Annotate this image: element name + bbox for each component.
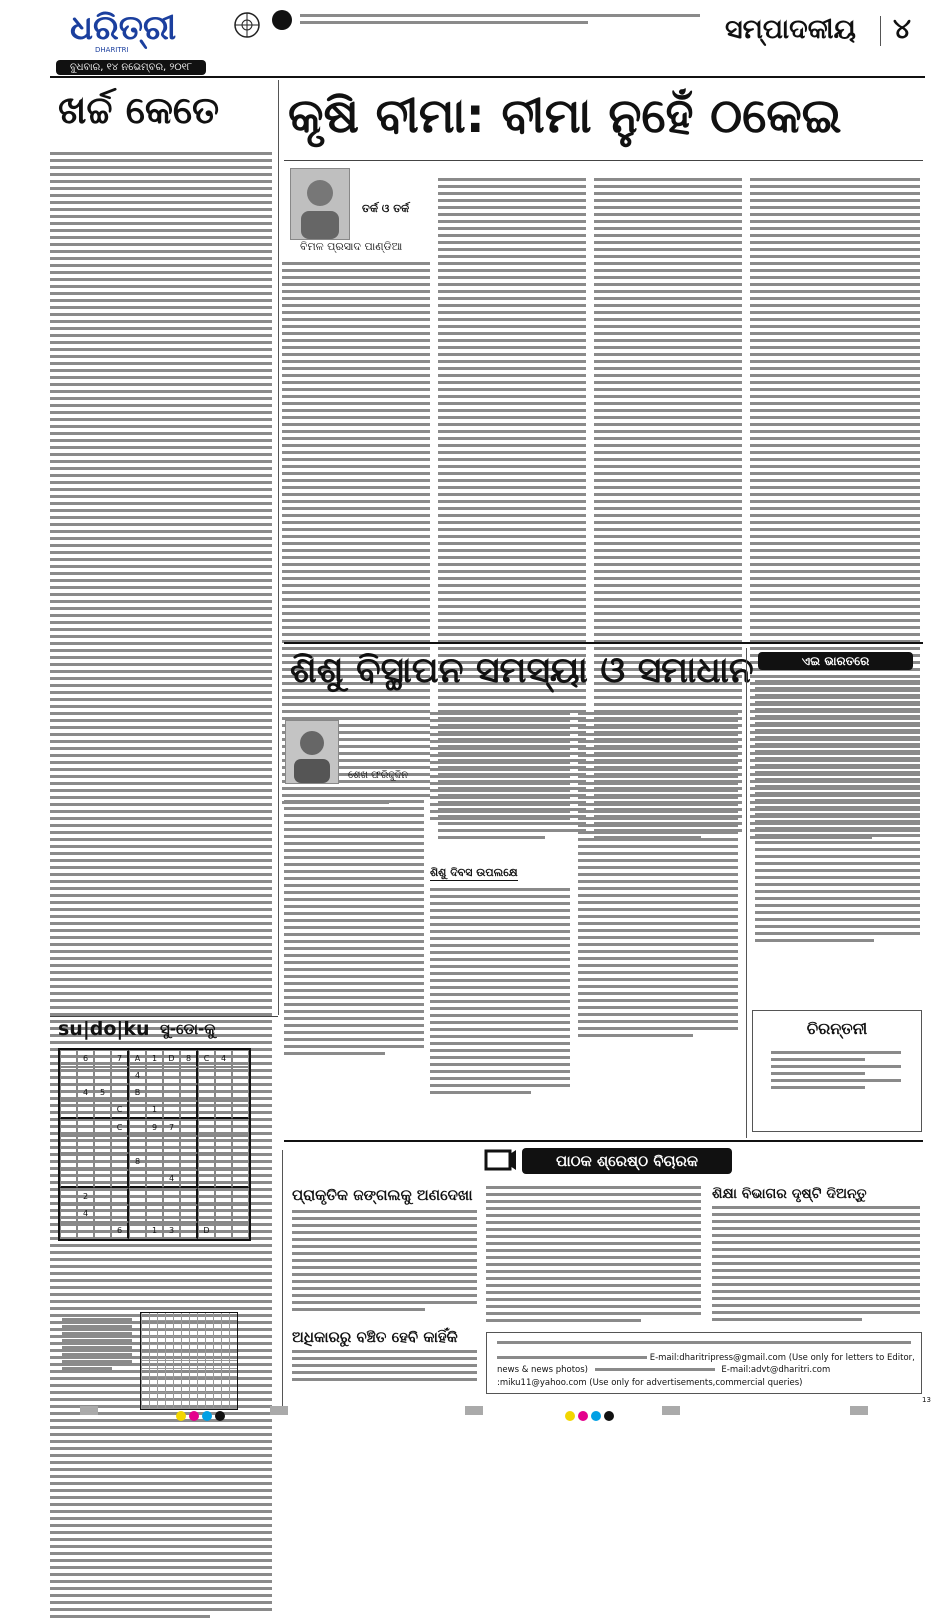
sudoku-cell[interactable] [60, 1050, 77, 1067]
sudoku-cell[interactable] [232, 1188, 249, 1205]
sudoku-cell[interactable] [215, 1222, 232, 1239]
sudoku-cell[interactable] [146, 1188, 163, 1205]
print-color-bar [0, 1404, 945, 1418]
sudoku-cell[interactable] [60, 1205, 77, 1222]
sudoku-cell[interactable] [94, 1067, 111, 1084]
right-tag: ଏଇ ଭାରତରେ [758, 652, 913, 670]
sudoku-title: su|do|ku [58, 1018, 150, 1040]
sudoku-cell[interactable]: 1 [146, 1050, 163, 1067]
sudoku-cell[interactable]: 1 [146, 1222, 163, 1239]
sudoku-cell[interactable] [129, 1136, 146, 1153]
sudoku-cell[interactable] [163, 1153, 180, 1170]
sudoku-cell[interactable] [111, 1136, 129, 1153]
left-headline: ଖର୍ଚ୍ଚ କେତେ [58, 88, 220, 132]
sudoku-cell[interactable]: 7 [111, 1050, 129, 1067]
second-col-2 [430, 712, 570, 824]
sudoku-cell[interactable] [232, 1050, 249, 1067]
sudoku-cell[interactable]: 4 [163, 1170, 180, 1188]
sudoku-cell[interactable]: 2 [77, 1188, 94, 1205]
sudoku-cell[interactable] [232, 1067, 249, 1084]
sudoku-cell[interactable] [180, 1153, 198, 1170]
sudoku-cell[interactable] [163, 1188, 180, 1205]
sudoku-cell[interactable] [94, 1188, 111, 1205]
contact-address [497, 1341, 911, 1348]
date-badge: ବୁଧବାର, ୧୪ ନଭେମ୍ବର, ୨୦୧୮ [56, 60, 206, 75]
ads-email[interactable]: :miku11@yahoo.com (Use only for advertisements,commercial queries) [497, 1378, 803, 1388]
sudoku-cell[interactable]: 9 [146, 1119, 163, 1136]
sudoku-cell[interactable] [215, 1084, 232, 1101]
sudoku-cell[interactable] [180, 1170, 198, 1188]
letter3-headline: ଅଧିକାରରୁ ବଞ୍ଚିତ ହେବି କାହିଁକି [292, 1328, 458, 1346]
sudoku-cell[interactable]: C [111, 1101, 129, 1119]
second-kicker: ଶିଶୁ ଦିବସ ଉପଲକ୍ଷେ [430, 866, 518, 879]
sudoku-cell[interactable] [146, 1084, 163, 1101]
sudoku-cell[interactable] [198, 1101, 215, 1119]
second-col-2b [430, 888, 570, 1098]
letters-banner: ପାଠକ ଶ୍ରେଷ୍ଠ ବିଚାରକ [522, 1148, 732, 1174]
sudoku-cell[interactable] [163, 1067, 180, 1084]
sudoku-cell[interactable] [111, 1205, 129, 1222]
sudoku-cell[interactable] [146, 1067, 163, 1084]
sudoku-cell[interactable]: B [129, 1084, 146, 1101]
letter1-headline: ପ୍ରାକୃତିକ ଜଙ୍ଗଲକୁ ଅଣଦେଖା [292, 1186, 473, 1204]
chirantani-box [752, 1010, 922, 1132]
sudoku-cell[interactable]: D [198, 1222, 215, 1239]
sudoku-cell[interactable] [146, 1136, 163, 1153]
sudoku-cell[interactable] [77, 1170, 94, 1188]
sudoku-cell[interactable] [232, 1170, 249, 1188]
sudoku-cell[interactable] [77, 1136, 94, 1153]
sudoku-cell[interactable] [215, 1153, 232, 1170]
sudoku-cell[interactable] [180, 1084, 198, 1101]
sudoku-cell[interactable] [198, 1205, 215, 1222]
sudoku-cell[interactable] [60, 1119, 77, 1136]
chirantani-verse [771, 1051, 901, 1093]
sudoku-cell[interactable]: A [129, 1050, 146, 1067]
sudoku-cell[interactable] [60, 1067, 77, 1084]
letter4-body [712, 1206, 920, 1325]
sudoku-cell[interactable]: 1 [146, 1101, 163, 1119]
sudoku-cell[interactable] [163, 1136, 180, 1153]
sudoku-cell[interactable] [111, 1188, 129, 1205]
sudoku-cell[interactable]: 4 [77, 1205, 94, 1222]
main-author: ବିମଳ ପ୍ରସାଦ ପାଣ୍ଡିଆ [300, 240, 403, 253]
sudoku-cell[interactable] [111, 1170, 129, 1188]
sudoku-cell[interactable] [94, 1170, 111, 1188]
section-name: ସମ୍ପାଦକୀୟ [725, 14, 856, 45]
author-photo [290, 168, 350, 240]
sudoku-cell[interactable] [77, 1101, 94, 1119]
letters-icon [484, 1148, 518, 1178]
sudoku-cell[interactable] [94, 1153, 111, 1170]
sudoku-cell[interactable] [198, 1188, 215, 1205]
sudoku-cell[interactable] [215, 1136, 232, 1153]
sudoku-cell[interactable] [163, 1084, 180, 1101]
letter2-body [486, 1186, 701, 1326]
sudoku-cell[interactable] [232, 1222, 249, 1239]
sudoku-cell[interactable] [77, 1067, 94, 1084]
sudoku-cell[interactable] [198, 1119, 215, 1136]
sudoku-cell[interactable] [215, 1101, 232, 1119]
sudoku-cell[interactable]: 4 [129, 1067, 146, 1084]
sudoku-cell[interactable]: 6 [77, 1050, 94, 1067]
sudoku-cell[interactable] [77, 1222, 94, 1239]
sudoku-cell[interactable]: 8 [129, 1153, 146, 1170]
sudoku-cell[interactable] [180, 1222, 198, 1239]
sudoku-cell[interactable] [60, 1101, 77, 1119]
sudoku-cell[interactable] [60, 1084, 77, 1101]
sudoku-cell[interactable] [129, 1101, 146, 1119]
sudoku-cell[interactable] [163, 1101, 180, 1119]
masthead [0, 0, 945, 60]
sudoku-title-odia: ସୁ-ଡୋ-କୁ [160, 1020, 216, 1038]
sudoku-cell[interactable] [60, 1136, 77, 1153]
sudoku-cell[interactable] [198, 1067, 215, 1084]
sudoku-cell[interactable] [163, 1205, 180, 1222]
logo-sub: DHARITRI [95, 46, 129, 54]
letter1-body [292, 1210, 477, 1315]
sudoku-cell[interactable] [146, 1170, 163, 1188]
sudoku-cell[interactable]: 6 [111, 1222, 129, 1239]
sudoku-cell[interactable] [146, 1205, 163, 1222]
sudoku-cell[interactable] [215, 1067, 232, 1084]
letter3-body [292, 1350, 477, 1385]
sudoku-cell[interactable] [129, 1205, 146, 1222]
editor-email[interactable]: E-mail:dharitripress@gmail.com (Use only for letters to Editor, [649, 1353, 915, 1363]
advt-email[interactable]: E-mail:advt@dharitri.com [721, 1365, 831, 1375]
letter4-headline: ଶିକ୍ଷା ବିଭାଗର ଦୃଷ୍ଟି ଦିଅନ୍ତୁ [712, 1186, 867, 1202]
sudoku-cell[interactable]: D [163, 1050, 180, 1067]
second-headline: ଶିଶୁ ବିସ୍ଥାପନ ସମସ୍ୟା ଓ ସମାଧାନ [290, 650, 754, 691]
sudoku-cell[interactable] [60, 1170, 77, 1188]
sudoku-cell[interactable] [232, 1153, 249, 1170]
page-number: ୪ [893, 12, 911, 45]
sudoku-instructions [62, 1318, 132, 1374]
sudoku-cell[interactable] [60, 1188, 77, 1205]
main-headline: କୃଷି ବୀମା: ବୀମା ନୁହେଁ ଠକେଇ [288, 88, 842, 144]
sudoku-cell[interactable] [129, 1170, 146, 1188]
sudoku-cell[interactable] [232, 1205, 249, 1222]
sudoku-answer-grid [140, 1312, 238, 1410]
sudoku-cell[interactable] [94, 1205, 111, 1222]
second-author: ଶେଖ ଫରିଦ୍ଦୁଦ୍ଦିନ [348, 770, 409, 781]
right-col [755, 680, 920, 946]
sudoku-cell[interactable] [232, 1084, 249, 1101]
second-col-1 [284, 800, 424, 1059]
conch-icon [232, 10, 262, 44]
sudoku-cell[interactable] [60, 1153, 77, 1170]
sudoku-cell[interactable]: 4 [215, 1050, 232, 1067]
sudoku-cell[interactable] [60, 1222, 77, 1239]
contact-box [486, 1332, 922, 1394]
sudoku-cell[interactable] [111, 1153, 129, 1170]
sudoku-cell[interactable] [94, 1119, 111, 1136]
sudoku-cell[interactable]: 3 [163, 1222, 180, 1239]
sudoku-cell[interactable] [215, 1205, 232, 1222]
page-marker: 13 [922, 1396, 931, 1404]
sudoku-cell[interactable] [129, 1188, 146, 1205]
quote-text [300, 14, 700, 28]
sudoku-cell[interactable]: 4 [77, 1084, 94, 1101]
sudoku-cell[interactable] [94, 1050, 111, 1067]
sudoku-cell[interactable] [198, 1170, 215, 1188]
sudoku-cell[interactable] [146, 1153, 163, 1170]
sudoku-cell[interactable] [180, 1067, 198, 1084]
sudoku-cell[interactable] [77, 1119, 94, 1136]
sudoku-cell[interactable] [215, 1170, 232, 1188]
sudoku-cell[interactable] [232, 1101, 249, 1119]
sudoku-cell[interactable] [111, 1067, 129, 1084]
sudoku-cell[interactable] [180, 1119, 198, 1136]
chirantani-title: ଚିରନ୍ତନୀ [806, 1019, 868, 1038]
sudoku-cell[interactable] [77, 1153, 94, 1170]
sudoku-cell[interactable]: 7 [163, 1119, 180, 1136]
sudoku-cell[interactable] [198, 1153, 215, 1170]
sudoku-cell[interactable] [111, 1084, 129, 1101]
sudoku-cell[interactable]: C [198, 1050, 215, 1067]
sudoku-cell[interactable] [129, 1222, 146, 1239]
second-author-photo [285, 720, 339, 784]
sudoku-cell[interactable] [129, 1119, 146, 1136]
logo: ଧରିତ୍ରୀ [70, 8, 177, 48]
editor-email-note: news & news photos) [497, 1365, 588, 1375]
sudoku-cell[interactable] [198, 1084, 215, 1101]
sudoku-cell[interactable]: C [111, 1119, 129, 1136]
sudoku-cell[interactable]: 8 [180, 1050, 198, 1067]
sudoku-note [100, 1286, 230, 1293]
sudoku-cell[interactable] [180, 1101, 198, 1119]
sudoku-cell[interactable] [180, 1136, 198, 1153]
quote-logo [272, 10, 292, 30]
sudoku-cell[interactable] [180, 1188, 198, 1205]
second-col-3 [578, 712, 738, 1041]
sudoku-cell[interactable] [232, 1119, 249, 1136]
sudoku-cell[interactable] [232, 1136, 249, 1153]
main-kicker: ତର୍କ ଓ ତର୍କ [362, 202, 410, 215]
sudoku-cell[interactable] [94, 1101, 111, 1119]
sudoku-cell[interactable] [198, 1136, 215, 1153]
sudoku-grid[interactable] [58, 1048, 251, 1241]
sudoku-cell[interactable] [94, 1222, 111, 1239]
sudoku-cell[interactable] [94, 1136, 111, 1153]
sudoku-cell[interactable]: 5 [94, 1084, 111, 1101]
sudoku-cell[interactable] [180, 1205, 198, 1222]
sudoku-cell[interactable] [215, 1188, 232, 1205]
sudoku-cell[interactable] [215, 1119, 232, 1136]
